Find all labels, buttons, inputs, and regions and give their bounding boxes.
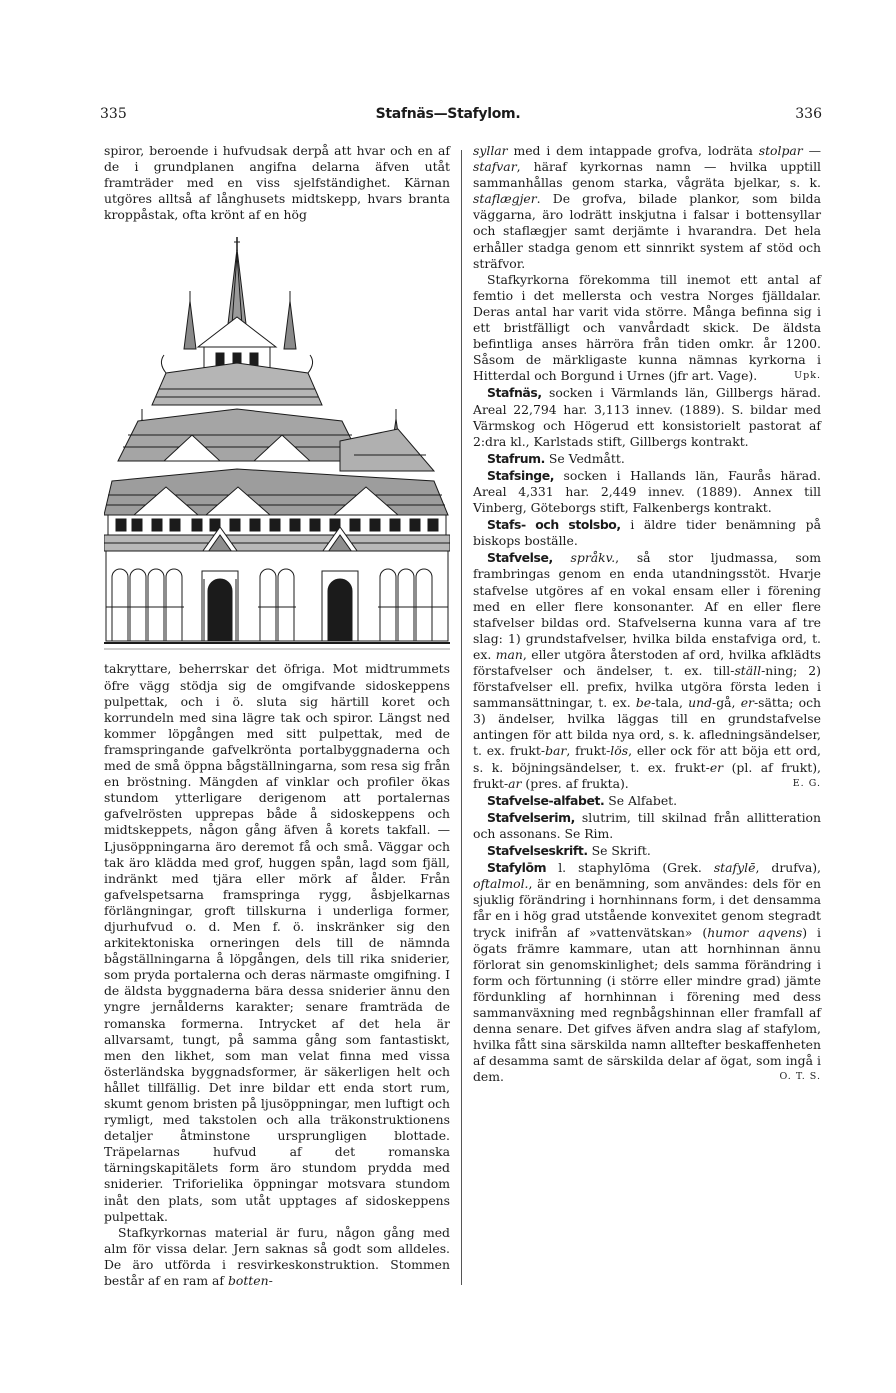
headword: Stafylōm bbox=[487, 860, 547, 876]
stave-church-paragraph: Stafkyrkorna förekomma till inemot ett antal af femtio i det mellersta och vestra Norges fjälldalar. Deras antal har varit vida större. Många befinna sig i ett bristfälligt och vanvårdadt skick. De äldsta befintliga anses härröra från tiden omkr. år 1200. Såsom de märkligaste kunna nämnas kyrkorna i Hitterdal och Borgund i Urnes (jfr art. Vage). Upk. bbox=[473, 271, 821, 384]
signature-ots: O. T. S. bbox=[779, 1071, 821, 1083]
headword: Stafnäs, bbox=[487, 385, 542, 401]
headword: Stafrum. bbox=[487, 450, 545, 466]
headword: Stafvelse, bbox=[487, 550, 553, 566]
entry-stafvelse-alfabet: Stafvelse-alfabet. Se Alfabet. bbox=[487, 792, 678, 808]
entry-stafs-och-stolsbo: Stafs- och stolsbo, i äldre tider benämning på biskops boställe. bbox=[473, 517, 821, 549]
entry-stafvelserim: Stafvelserim, slutrim, till skilnad från allitteration och assonans. Se Rim. bbox=[473, 809, 821, 841]
continuation-paragraph: syllar med i dem intappade grofva, lodräta stolpar — stafvar, häraf kyrkornas namn — hvilka upptill sammanhållas genom starka, vågräta bjelkar, s. k. staflægjer. De grofva, bilade plankor, som bilda väggarna, äro lodrätt inskjutna i falsar i bottensyllar och staflægjer samt derjämte i hvarandra. Det hela erhåller stadga genom ett sinnrikt system af stöd och sträfvor. bbox=[473, 143, 821, 271]
entry-stafvelse: Stafvelse, språkv., så stor ljudmassa, som frambringas genom en enda utandningsstöt. Hvarje stafvelse utgöres af en vokal ensam eller i förening med en eller flere konsonanter. Af en eller flere stafvelser bildas ord. Stafvelserna kunna vara af tre slag: 1) grundstafvelser, hvilka bilda enstafviga ord, t. ex. man, eller utgöra återstoden af ord, hvilka afklädts förstafvelser och ändelser, t. ex. till-ställ-ning; 2) förstafvelser ell. prefix, hvilka utgöra första leden i sammansättningar, t. ex. be-tala, und-gå, er-sätta; och 3) ändelser, hvilka läggas till en grundstafvelse antingen för att bilda nya ord, s. k. afledningsändelser, t. ex. frukt-bar, frukt-lös, eller ock för att böja ett ord, s. k. böjningsändelser, t. ex. frukt-er (pl. af frukt), frukt-ar (pres. af frukta). E. G. bbox=[473, 550, 822, 791]
page-header bbox=[0, 106, 896, 130]
running-title: Stafnäs—Stafylom. bbox=[375, 106, 521, 122]
left-paragraph-1: spiror, beroende i hufvudsak derpå att hvar och en af de i grundplanen angifna delarna äfven utåt framträder med en viss sjelfständighet. Kärnan utgöres alltså af långhusets midtskepp, hvars branta kroppåstak, ofta krönt af en hög bbox=[104, 143, 450, 223]
signature-upk: Upk. bbox=[794, 370, 821, 382]
headword: Stafvelse-alfabet. bbox=[487, 792, 605, 808]
page-number-left: 335 bbox=[100, 106, 127, 122]
left-column bbox=[104, 143, 450, 1289]
entry-stafylom: Stafylōm l. staphylōma (Grek. stafylē, drufva), oftalmol., är en benämning, som användes: dels för en sjuklig förändring i hornhinnans form, i det densamma får en i hög grad utstående konvexitet genom stegradt tryck inifrån af »vattenvätskan» (humor aqvens) i ögats främre kammare, utan att hornhinnan ännu förlorat sin genomskinlighet; dels samma förändring i form och förtunning (i större eller mindre grad) jämte fördunkling af hornhinnan i förening med dess sammanväxning med regnbågshinnan eller framfall af denna senare. Det gifves äfven andra slag af stafylom, hvilka fått sina särskilda namn alltefter beskaffenheten af desamma samt de särskilda delar af ögat, som ingå i dem. O. T. S. bbox=[473, 860, 821, 1085]
headword: Stafvelseskrift. bbox=[487, 843, 588, 859]
headword: Stafsinge, bbox=[487, 467, 555, 483]
headword: Stafs- och stolsbo, bbox=[487, 517, 621, 533]
column-divider bbox=[461, 150, 462, 1285]
stave-church-illustration bbox=[104, 229, 450, 655]
right-column bbox=[473, 143, 821, 1085]
signature-eg: E. G. bbox=[792, 777, 821, 789]
left-paragraph-2: takryttare, beherrskar det öfriga. Mot midtrummets öfre vägg stödja sig de omgifvande sidoskeppens pulpettak, och i ö. sluta sig härtill koret och korrundeln med sina lägre tak och spiror. Längst ned kommer löpgången med sitt pulpettak, med de framspringande gafvelkrönta portalbyggnaderna och med de små öppna bågställningarna, som resa sig från en bröstning. Mängden af vinklar och profiler ökas stundom ytterligare derigenom att portalernas gafvelrösten upprepas både å sidoskeppens och midtskeppets, någon gång äfven å korets takfall. — Ljusöppningarna äro deremot få och små. Väggar och tak äro klädda med grof, huggen spån, lagd som fjäll, indränkt med tjära eller mörk af ålder. Från gafvelspetsarna framspringa rygg, åsbjelkarnas förlängningar, groft tillskurna i underliga former, djurhufvud o. d. Men f. ö. inskränker sig den arkitektoniska orneringen dels till de nämnda bågställningarna å löpgången, dels till rika sniderier, som pryda portalerna och deras närmaste omgifning. I de äldsta byggnaderna bära dessa sniderier ännu den yngre jernålderns karakter; senare framträda de romanska formerna. Intrycket af det hela är allvarsamt, tungt, på samma gång som fantastiskt, men den likhet, som man velat finna med vissa österländska byggnadsformer, är säkerligen helt och hållet tillfällig. Det inre bildar ett enda stort rum, skumt genom bristen på ljusöppningar, men luftigt och rymligt, med takstolen och alla träkonstruktionens detaljer åtminstone ursprungligen blottade. Träpelarnas hufvud af det romanska tärningskapitälets form äro stundom prydda med sniderier. Triforielika öppningar motsvara stundom inåt den plats, som utåt upptages af sidoskeppens pulpettak. bbox=[104, 661, 450, 1224]
page-number-right: 336 bbox=[795, 106, 822, 122]
entry-stafsinge: Stafsinge, socken i Hallands län, Faurås härad. Areal 4,331 har. 2,449 innev. (1889). Annex till Vinberg, Göteborgs stift, Falkenbergs kontrakt. bbox=[473, 467, 821, 516]
left-paragraph-3: Stafkyrkornas material är furu, någon gång med alm för vissa delar. Jern saknas så godt som alldeles. De äro utförda i resvirkeskonstruktion. Stommen består af en ram af botten- bbox=[104, 1224, 450, 1289]
entry-stafrum: Stafrum. Se Vedmått. bbox=[487, 450, 625, 466]
entry-stafvelseskrift: Stafvelseskrift. Se Skrift. bbox=[487, 843, 651, 859]
entry-stafnas: Stafnäs, socken i Värmlands län, Gillbergs härad. Areal 22,794 har. 3,113 innev. (1889). S. bildar med Värmskog och Högerud ett konsistorielt pastorat af 2:dra kl., Karlstads stift, Gillbergs kontrakt. bbox=[473, 385, 821, 449]
headword: Stafvelserim, bbox=[487, 809, 575, 825]
